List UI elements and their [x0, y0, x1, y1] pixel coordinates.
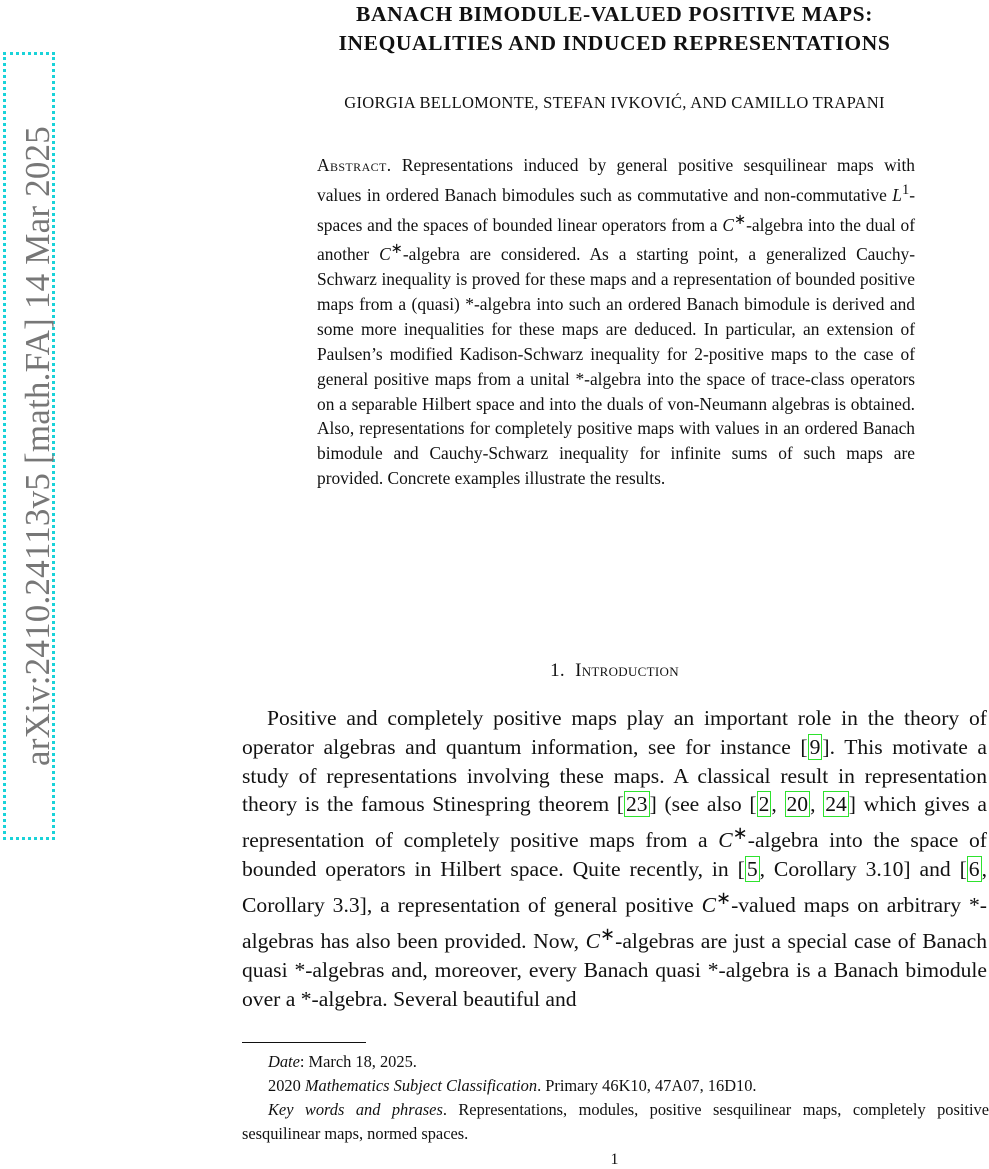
- citation-link[interactable]: 20: [786, 792, 809, 817]
- title-line-2: INEQUALITIES AND INDUCED REPRESENTATIONS: [338, 31, 891, 55]
- intro-text: ,: [810, 792, 824, 817]
- footnote-label: Key words and phrases: [268, 1100, 443, 1119]
- intro-text: ] which gives a representation of completely positive maps from a: [242, 792, 987, 853]
- section-heading: [242, 660, 987, 682]
- authors: GIORGIA BELLOMONTE, STEFAN IVKOVIĆ, AND CAMILLO TRAPANI: [344, 93, 885, 112]
- section-title: Introduction: [575, 660, 679, 681]
- abstract-text: -algebra are considered. As a starting point, a generalized Cauchy-Schwarz inequality is proved for these maps and a representation of bounded positive maps from a (quasi) *-algebra into such an ordered Banach bimodule is derived and some more inequalities for these maps are deduced. In particular, an extension of Paulsen’s modified Kadison-Schwarz inequality for 2-positive maps to the case of general positive maps from a unital *-algebra into the space of trace-class operators on a separable Hilbert space and into the duals of von-Neumann algebras is obtained. Also, representations for completely positive maps with values in an ordered Banach bimodule and Cauchy-Schwarz inequality for infinite sums of such maps are provided. Concrete examples illustrate the results.: [317, 244, 915, 489]
- citation-link[interactable]: 5: [746, 857, 758, 882]
- citation-link[interactable]: 23: [626, 792, 648, 817]
- intro-text: ]. This motivate a study of representations involving these maps. A classical result in representation theory is the famous Stinespring theorem [: [242, 734, 987, 817]
- section-number: 1.: [550, 660, 565, 681]
- math-sup: 1: [901, 181, 910, 198]
- page-number: 1: [610, 1151, 619, 1168]
- introduction-paragraph: [242, 704, 987, 1014]
- math-sup: ∗: [600, 923, 616, 944]
- arxiv-identifier[interactable]: arXiv:2410.24113v5 [math.FA] 14 Mar 2025: [18, 126, 57, 766]
- paper-title: [242, 0, 987, 58]
- abstract-text: -algebra into the dual of another: [317, 214, 915, 265]
- intro-text: Positive and completely positive maps play an important role in the theory of operator algebras and quantum information, see for instance [: [242, 706, 987, 759]
- footnote-rule: [242, 1042, 366, 1043]
- footnotes: [242, 1050, 989, 1146]
- abstract-label: Abstract.: [317, 155, 392, 175]
- math-C: C: [585, 929, 601, 954]
- math-sup: ∗: [715, 887, 732, 908]
- citation-link[interactable]: 24: [825, 792, 847, 817]
- footnote-value: . Representations, modules, positive sesquilinear maps, completely positive sesquilinear maps, normed spaces.: [242, 1100, 989, 1143]
- footnote-msc: [242, 1074, 989, 1098]
- footnote-value: : March 18, 2025.: [299, 1052, 417, 1071]
- math-C: C: [718, 828, 733, 853]
- footnote-year: 2020: [268, 1076, 305, 1095]
- abstract: [317, 153, 915, 491]
- citation-link[interactable]: 9: [809, 734, 821, 759]
- math-sup: ∗: [390, 241, 403, 258]
- citation-link[interactable]: 6: [968, 857, 980, 882]
- abstract-text: Representations induced by general positive sesquilinear maps with values in ordered Banach bimodules such as commutative and non-commutative: [317, 155, 915, 205]
- math-sup: ∗: [733, 211, 747, 228]
- footnote-keywords: [242, 1098, 989, 1146]
- footnote-label: Date: [268, 1052, 300, 1071]
- intro-text: ,: [771, 792, 785, 817]
- intro-text: -algebras are just a special case of Banach quasi *-algebras and, moreover, every Banach quasi *-algebra is a Banach bimodule over a *-algebra. Several beautiful and: [242, 929, 987, 1011]
- math-C: C: [701, 893, 716, 918]
- footnote-date: [242, 1050, 989, 1074]
- intro-text: , Corollary 3.3], a representation of general positive: [242, 857, 987, 918]
- footnote-value: . Primary 46K10, 47A07, 16D10.: [537, 1076, 757, 1095]
- abstract-text: -spaces and the spaces of bounded linear operators from a: [317, 184, 915, 235]
- footnote-label: Mathematics Subject Classification: [304, 1076, 538, 1095]
- math-L: L: [892, 184, 902, 205]
- math-C: C: [379, 244, 391, 265]
- title-line-1: BANACH BIMODULE-VALUED POSITIVE MAPS:: [356, 2, 873, 26]
- intro-text: -algebra into the space of bounded operators in Hilbert space. Quite recently, in [: [242, 828, 987, 882]
- intro-text: ] (see also [: [649, 792, 757, 817]
- citation-link[interactable]: 2: [758, 792, 770, 817]
- math-C: C: [722, 214, 734, 235]
- math-sup: ∗: [732, 823, 748, 844]
- intro-text: -valued maps on arbitrary *-algebras has also been provided. Now,: [242, 893, 987, 954]
- intro-text: , Corollary 3.10] and [: [759, 857, 967, 882]
